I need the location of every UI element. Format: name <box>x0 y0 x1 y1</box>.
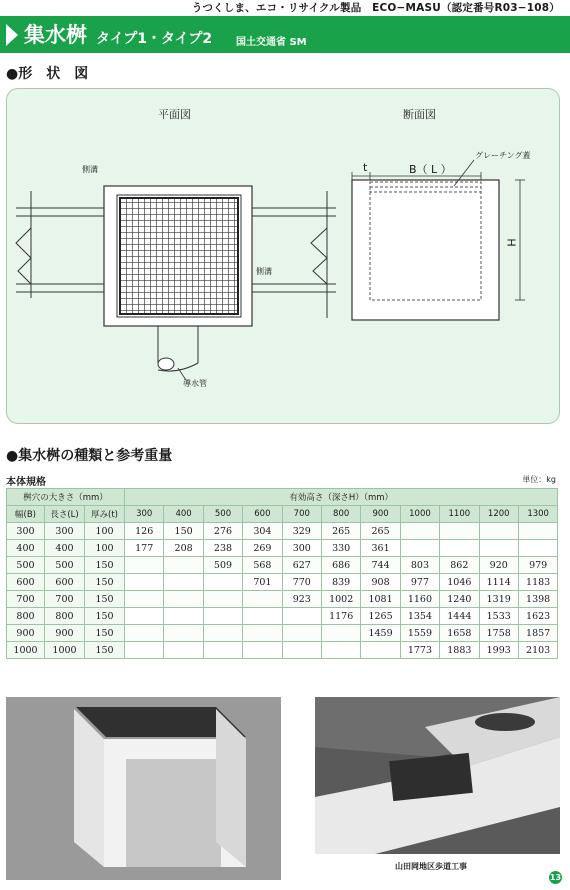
dimension-cell: 800 <box>7 608 45 625</box>
dimension-cell: 150 <box>85 608 125 625</box>
dimension-cell: 500 <box>45 557 85 574</box>
side-ditch-left-label: 側溝 <box>82 165 98 174</box>
table-row <box>7 523 558 540</box>
dimension-cell: 150 <box>85 574 125 591</box>
weight-cell: 238 <box>203 540 242 557</box>
pipe-label: 導水管 <box>183 379 207 388</box>
dimension-cell: 150 <box>85 557 125 574</box>
dimension-cell: 800 <box>45 608 85 625</box>
weight-cell <box>164 608 203 625</box>
weight-cell: 862 <box>440 557 479 574</box>
weight-cell <box>243 642 282 659</box>
section-view-label: 断面図 <box>403 108 436 121</box>
table-row <box>7 574 558 591</box>
weight-cell: 977 <box>400 574 439 591</box>
table-row <box>7 608 558 625</box>
weight-cell <box>243 608 282 625</box>
weight-cell <box>440 523 479 540</box>
col-header-height: 1200 <box>479 506 518 523</box>
col-header-height: 500 <box>203 506 242 523</box>
weight-cell: 1623 <box>518 608 557 625</box>
weight-cell: 686 <box>321 557 360 574</box>
weight-cell <box>203 642 242 659</box>
weight-cell <box>321 625 360 642</box>
weight-cell: 1002 <box>321 591 360 608</box>
installation-photo <box>315 697 560 854</box>
weight-cell <box>321 642 360 659</box>
plan-view-label: 平面図 <box>158 108 191 121</box>
weight-cell: 1265 <box>361 608 400 625</box>
weight-cell <box>518 540 557 557</box>
weight-cell: 1160 <box>400 591 439 608</box>
weight-cell <box>518 523 557 540</box>
col-header-height: 900 <box>361 506 400 523</box>
weight-cell: 701 <box>243 574 282 591</box>
weight-cell <box>164 557 203 574</box>
weight-cell: 265 <box>361 523 400 540</box>
weight-cell <box>164 642 203 659</box>
weight-cell: 1183 <box>518 574 557 591</box>
top-note: うつくしま、エコ・リサイクル製品 ECO−MASU（認定番号R03−108） <box>191 2 560 14</box>
weight-cell <box>282 642 321 659</box>
weight-cell: 1240 <box>440 591 479 608</box>
weight-cell: 979 <box>518 557 557 574</box>
weight-cell <box>125 625 164 642</box>
col-header-height: 600 <box>243 506 282 523</box>
weight-cell <box>125 608 164 625</box>
weight-cell <box>400 540 439 557</box>
weight-cell <box>164 625 203 642</box>
weight-cell <box>361 642 400 659</box>
weight-cell <box>400 523 439 540</box>
weight-cell: 1773 <box>400 642 439 659</box>
weight-cell <box>125 557 164 574</box>
weight-cell: 1993 <box>479 642 518 659</box>
weight-cell: 177 <box>125 540 164 557</box>
grating-label: グレーチング蓋 <box>475 151 531 160</box>
dim-h-label: H <box>504 238 518 247</box>
weight-cell: 1444 <box>440 608 479 625</box>
dim-bl-label: B（ L ） <box>409 163 452 176</box>
dimension-cell: 300 <box>7 523 45 540</box>
weight-cell: 744 <box>361 557 400 574</box>
weight-cell: 1533 <box>479 608 518 625</box>
weight-cell: 1459 <box>361 625 400 642</box>
weight-cell: 1319 <box>479 591 518 608</box>
dimension-cell: 500 <box>7 557 45 574</box>
weight-cell: 1883 <box>440 642 479 659</box>
weight-cell: 923 <box>282 591 321 608</box>
weight-cell: 1398 <box>518 591 557 608</box>
weight-cell: 627 <box>282 557 321 574</box>
weight-cell <box>282 608 321 625</box>
dimension-cell: 300 <box>45 523 85 540</box>
weight-cell <box>203 625 242 642</box>
weight-cell: 208 <box>164 540 203 557</box>
col-header-height: 400 <box>164 506 203 523</box>
dimension-cell: 600 <box>7 574 45 591</box>
weight-cell: 568 <box>243 557 282 574</box>
weight-cell <box>125 642 164 659</box>
weight-cell: 1081 <box>361 591 400 608</box>
dimension-cell: 400 <box>7 540 45 557</box>
weight-cell: 1758 <box>479 625 518 642</box>
spec-table <box>6 488 558 659</box>
group-header-height: 有効高さ（深さH）（mm） <box>125 489 558 506</box>
weight-cell: 329 <box>282 523 321 540</box>
weight-cell <box>282 625 321 642</box>
section-heading-shape: ●形 状 図 <box>6 66 89 82</box>
col-header-thickness: 厚み(t) <box>85 506 125 523</box>
weight-cell: 300 <box>282 540 321 557</box>
dimension-cell: 100 <box>85 540 125 557</box>
unit-label: 単位：kg <box>522 475 556 484</box>
plan-view-drawing <box>6 88 558 422</box>
weight-cell: 1658 <box>440 625 479 642</box>
table-row <box>7 591 558 608</box>
table-row <box>7 557 558 574</box>
col-header-height: 800 <box>321 506 360 523</box>
weight-cell: 1176 <box>321 608 360 625</box>
weight-cell: 269 <box>243 540 282 557</box>
weight-cell: 361 <box>361 540 400 557</box>
side-ditch-right-label: 側溝 <box>256 267 272 276</box>
weight-cell <box>440 540 479 557</box>
weight-cell <box>479 540 518 557</box>
dimension-cell: 600 <box>45 574 85 591</box>
weight-cell: 304 <box>243 523 282 540</box>
weight-cell: 276 <box>203 523 242 540</box>
section-heading-types: ●集水桝の種類と参考重量 <box>6 448 173 464</box>
weight-cell: 920 <box>479 557 518 574</box>
banner-arrow-icon <box>6 24 18 46</box>
dim-t-label: t <box>363 161 368 174</box>
weight-cell: 509 <box>203 557 242 574</box>
weight-cell: 1354 <box>400 608 439 625</box>
weight-cell <box>243 625 282 642</box>
weight-cell: 330 <box>321 540 360 557</box>
group-header-inner: 桝穴の大きさ（mm） <box>7 489 125 506</box>
weight-cell: 908 <box>361 574 400 591</box>
weight-cell <box>164 574 203 591</box>
weight-cell: 126 <box>125 523 164 540</box>
product-photo <box>6 697 281 880</box>
dimension-cell: 1000 <box>7 642 45 659</box>
dimension-cell: 150 <box>85 642 125 659</box>
dimension-cell: 900 <box>45 625 85 642</box>
weight-cell: 1046 <box>440 574 479 591</box>
weight-cell <box>479 523 518 540</box>
dimension-cell: 400 <box>45 540 85 557</box>
weight-cell <box>203 591 242 608</box>
col-header-length: 長さ(L) <box>45 506 85 523</box>
dimension-cell: 100 <box>85 523 125 540</box>
dimension-cell: 900 <box>7 625 45 642</box>
dimension-cell: 1000 <box>45 642 85 659</box>
page-title: 集水桝 <box>24 23 87 47</box>
table-row <box>7 540 558 557</box>
weight-cell: 150 <box>164 523 203 540</box>
weight-cell <box>125 591 164 608</box>
col-header-height: 1100 <box>440 506 479 523</box>
weight-cell: 2103 <box>518 642 557 659</box>
page-number: 13 <box>549 873 562 882</box>
weight-cell: 770 <box>282 574 321 591</box>
dimension-cell: 700 <box>7 591 45 608</box>
weight-cell <box>203 608 242 625</box>
weight-cell <box>203 574 242 591</box>
col-header-height: 300 <box>125 506 164 523</box>
dimension-cell: 150 <box>85 625 125 642</box>
page-subtitle: タイプ1・タイプ2 <box>96 31 213 47</box>
col-header-height: 700 <box>282 506 321 523</box>
weight-cell: 1559 <box>400 625 439 642</box>
col-header-height: 1300 <box>518 506 557 523</box>
weight-cell: 1114 <box>479 574 518 591</box>
weight-cell <box>164 591 203 608</box>
table-row <box>7 642 558 659</box>
weight-cell: 839 <box>321 574 360 591</box>
table-title: 本体規格 <box>6 477 46 488</box>
col-header-width: 幅(B) <box>7 506 45 523</box>
weight-cell: 1857 <box>518 625 557 642</box>
weight-cell <box>125 574 164 591</box>
photo-caption: 山田岡地区歩道工事 <box>395 862 467 871</box>
weight-cell: 803 <box>400 557 439 574</box>
weight-cell <box>243 591 282 608</box>
table-row <box>7 625 558 642</box>
dimension-cell: 150 <box>85 591 125 608</box>
dimension-cell: 700 <box>45 591 85 608</box>
weight-cell: 265 <box>321 523 360 540</box>
standard-label: 国土交通省 SM <box>236 37 307 48</box>
col-header-height: 1000 <box>400 506 439 523</box>
